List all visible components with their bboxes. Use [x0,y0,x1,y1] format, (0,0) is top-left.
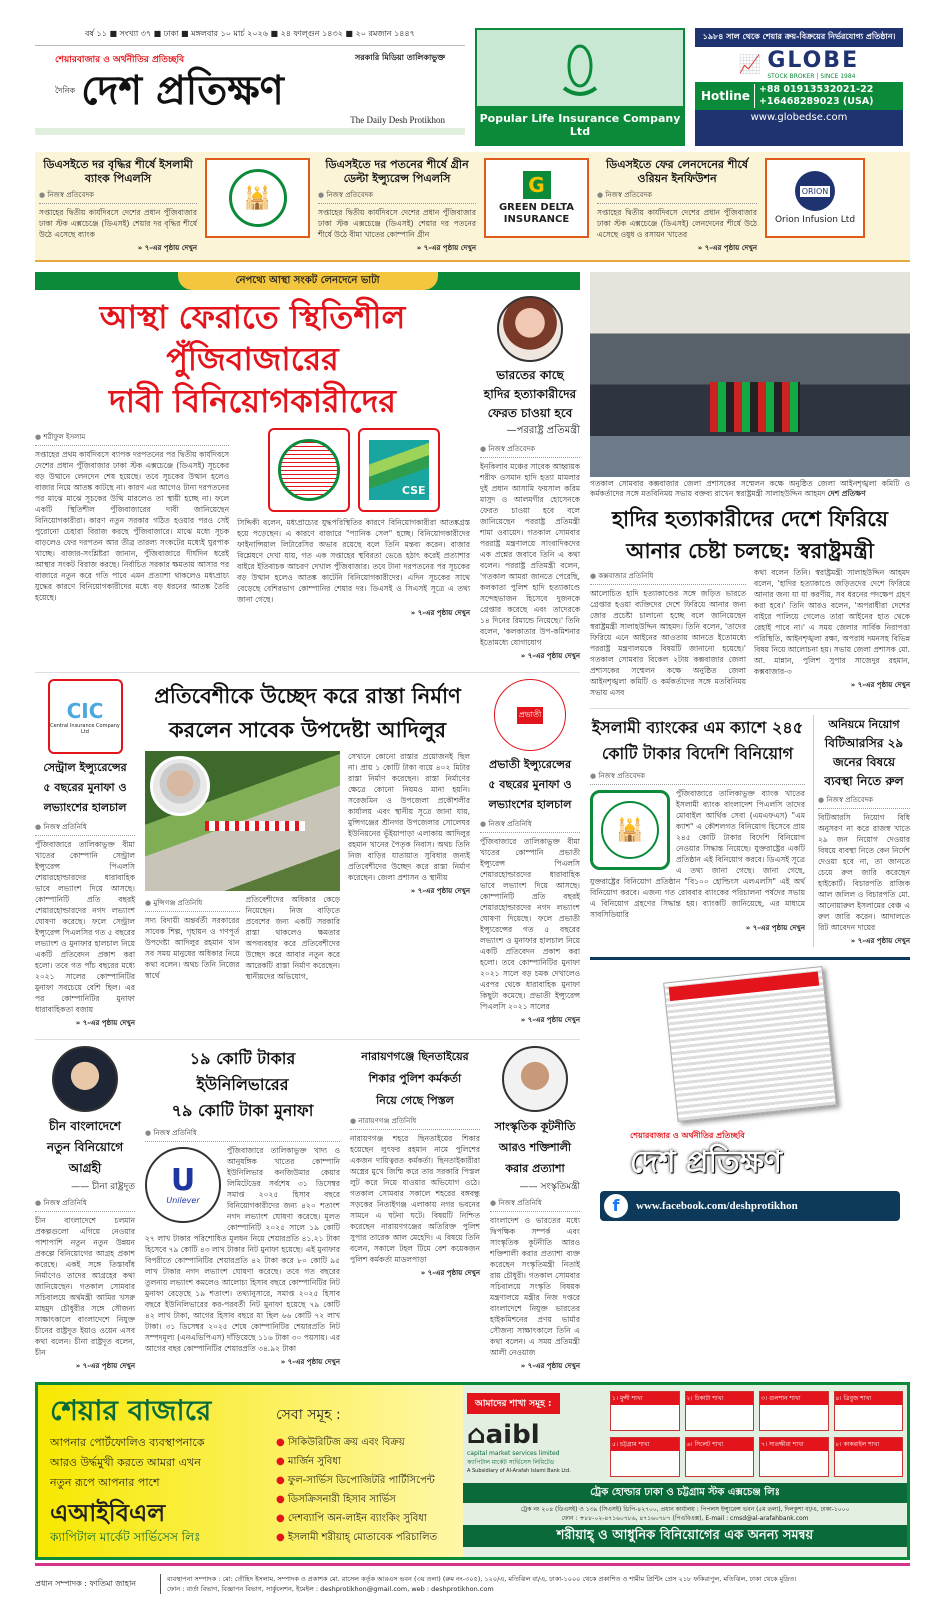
china-story[interactable] [35,1046,135,1372]
right-column [590,272,910,1231]
globe-tagline: ১৯৮৪ সাল থেকে শেয়ার ক্রয়-বিক্রয়ের নির্ভরযোগ্য প্রতিষ্ঠান। [702,32,896,41]
trec-banner: ট্রেক হোল্ডার ঢাকা ও চট্টগ্রাম স্টক এক্সচেঞ্জ লিঃ [463,1483,907,1503]
hotline-phone-2: +16468289023 (USA) [758,96,874,107]
continued-link[interactable]: » ৭-এর পৃষ্ঠায় দেখুন [597,242,757,254]
byline: ● নিজস্ব প্রতিবেদক [318,189,476,204]
india-story[interactable] [480,296,580,662]
byline: ● মুন্সিগঞ্জ প্রতিনিধি [145,897,240,912]
headline: করলেন সাবেক উপদেষ্টা আদিলুর [168,718,447,742]
globe-sub: STOCK BROKER | SINCE 1984 [767,73,856,80]
headline: ৭৯ কোটি টাকা মুনাফা [171,1101,314,1120]
lead-headline-line2: দাবী বিনিয়োগকারীদের [108,382,397,420]
continued-link[interactable]: » ৭-এর পৃষ্ঠায় দেখুন [490,1360,580,1372]
headline: ইসলামী ব্যাংকের এম ক্যাশে ২৪৫ [591,718,804,737]
service-item: ডিসক্রিসনারী হিসাব সার্ভিস [287,1494,396,1505]
headline: শিকার পুলিশ কর্মকর্তা [368,1072,462,1085]
ad-title: শেয়ার বাজারে [50,1394,212,1427]
headline: আরও শক্তিশালী [498,1141,572,1154]
ambassador-photo [52,1046,118,1112]
hotline-phone-1: +88 01913532021-22 [758,84,874,95]
islami-bank-logo [205,158,310,238]
headline: নিয়ে গেছে পিস্তল [376,1094,454,1107]
story-body: আলোচিত হাদি হত্যাকাণ্ডের সঙ্গে জড়িত ভারতে গ্রেপ্তার হওয়া ব্যক্তিদের দেশে ফিরিয়ে আনার জন্য জোর প্রচেষ্টা চালানো হচ্ছে বলে জানিয়েছেন স্বরাষ্ট্রমন্ত্রী সালাহউদ্দিন আহমদ। তিনি বলেন, 'তাদের ফিরিয়ে এনে আইনের আওতায় আনতে ইতোমধ্যে পররাষ্ট্র মন্ত্রণালয়কে বিষয়টি জানানো হয়েছে।' গতকাল সোমবার বিকেল ২টায় কক্সবাজার জেলা প্রশাসকের সম্মেলন কক্ষে অনুষ্ঠিত জেলা আইনশৃঙ্খলা কমিটি ও কর্মকর্তাদের সঙ্গে মতবিনিময় সভায় এসব [590,589,746,697]
newspaper-stack-image [663,966,837,1122]
globe-website[interactable]: www.globedse.com [750,112,848,123]
byline: ● নিজস্ব প্রতিবেদক [39,189,197,204]
lead-body: সিদ্দিকী বলেন, মধ্যপ্রাচ্যের যুদ্ধপরিস্থিতির কারণে বিনিয়োগকারীরা আতঙ্কগ্রস্ত হয়ে পড়েছেন। এ কারণে বাজারে "প্যানিক সেল" হচ্ছে। বিনিয়োগকারীদের ফাইনান্সিয়াল লিটারেসির অভাব রয়েছে বলে তিনি মন্তব্য করেন। বাজার বিশ্লেষণে দেখা যায়, গত এক সপ্তাহের স্থবিরতা ভেঙে হঠাৎ করেই প্রত্যাশার বাইরে ইতিবাচক আচরণ দেখাল পুঁজিবাজার। তবে টানা দরপতনের পর সূচকের বড় উত্থান হলেও আতঙ্ক কাটেনি বিনিয়োগকারীদের। এদিন সূচকের সাথে বেড়েছে বেশিরভাগ কোম্পানির শেয়ার দর। ডিএসই ও সিএসই সূত্রে এ তথ্য জানা গেছে। [237,518,470,604]
bullet-icon: ● [276,1532,288,1543]
aibl-logo [467,1420,602,1474]
story-body: চীন বাংলাদেশে চলমান প্রকল্পগুলো এগিয়ে নেওয়ার পাশাপাশি নতুন নতুন উন্নয়ন প্রকল্পে বিনিয়োগের আগ্রহ প্রকাশ করেছে। একই সঙ্গে তিস্তাবাঁধ নির্মাণেও তাদের আগ্রহের কথা জানিয়েছেন। গতকাল সোমবার সচিবালয়ে অর্থমন্ত্রী আমির খসরু মাহমুদ চৌধুরীর সঙ্গে সৌজন্য সাক্ষাৎকালে বাংলাদেশে নিযুক্ত চীনের রাষ্ট্রদূত ইয়াও ওয়েন এসব কথা বলেন। চীনা রাষ্ট্রদূত বলেন, চীন [35,1216,135,1357]
left-column [35,272,580,1372]
attribution: —— চীনা রাষ্ট্রদূত [71,1182,135,1192]
aibl-note: A Subsidiary of Al-Arafah Islami Bank Ltd. [467,1468,571,1474]
unilever-name: Unilever [166,1195,200,1205]
headline: আগ্রহী [68,1161,102,1175]
branch-name: ৩। গুলশান শাখা [760,1392,828,1405]
ticker-story[interactable] [597,158,757,254]
photo-caption [590,479,910,499]
road-section [35,672,580,1029]
headline: প্রভাতী ইন্স্যুরেন্সের [489,758,571,771]
home-story[interactable] [590,503,910,567]
facebook-icon: f [604,1194,628,1218]
continued-link[interactable]: » ৭-এর পৃষ্ঠায় দেখুন [145,1356,340,1368]
provati-insurance-logo [494,679,566,751]
ad-address: ট্রেক নং ২০৪ (ডিএসই) ও ১৩৯ (সিএসই) ডিপি-৪২৭০০, প্রধান কার্যালয় : পিপলস ইন্স্যুরেন্স ভবন (৫ম তলা), দিলকুশা বা/এ, ঢাকা-১০০০ [520,1506,850,1513]
footer [35,1574,910,1594]
branch-name: ৮। কাকরাইল শাখা [835,1438,903,1451]
press-photo [590,272,910,477]
caption-text: গতকাল সোমবার কক্সবাজার জেলা প্রশাসকের সম্মেলন কক্ষে অনুষ্ঠিত জেলা আইনশৃঙ্খলা কমিটি ও কর্মকর্তাদের সঙ্গে মতবিনিময় সভায় বক্তব্য রাখেন স্বরাষ্ট্রমন্ত্রী সালাহউদ্দিন আহমদ [590,479,910,498]
facebook-url: www.facebook.com/deshprotikhon [636,1200,798,1212]
byline: ● নারায়ণগঞ্জ প্রতিনিধি [350,1115,480,1130]
chief-editor: প্রধান সম্পাদক : ফাতিমা জাহান [35,1578,137,1588]
branches-label: আমাদের শাখা সমূহ : [467,1393,560,1414]
aibl-wordmark: aibl [485,1420,540,1450]
ad-line: আরও উর্দ্ধমুখী করতে আমরা এখন [50,1456,201,1469]
unilever-logo [145,1147,221,1223]
byline: ● নিজস্ব প্রতিবেদক [818,794,910,809]
unilever-u-icon: U [170,1162,196,1198]
bottom-stories [35,1039,580,1372]
cic-mark: CIC [66,698,104,723]
globe-ad[interactable] [695,28,903,146]
headline: হাদির হত্যাকারীদের [483,387,577,401]
orion-logo [765,158,865,238]
branch-name: ২। ঢিকাটা শাখা [686,1392,754,1405]
story-body: প্রতিবেশীদের অধিকার কেড়ে নিয়েছেন। নিজ বাড়িতে প্রবেশের জন্য একটি সরকারি রাস্তা থাকলেও ক্ষমতার অপব্যবহার করে প্রতিবেশীদের উচ্ছেদ করে আবার নতুন করে আরেকটি রাস্তা নির্মাণ করেছেন। স্থানীয়দের অভিযোগ, [245,895,340,981]
btrc-story[interactable] [813,715,910,947]
ibbl-logo [590,790,670,870]
imprint-contact: ফোন : বার্তা বিভাগ, বিজ্ঞাপন বিভাগ, সার্কুলেশন, ইমেইল : deshprotikhon@gmail.com, web : deshprotikhon.com [167,1585,494,1593]
aibl-sub-bn: ক্যাপিটাল মার্কেট সার্ভিসেস লিমিটেড [467,1459,555,1466]
story-body: কথা বলেন তিনি। স্বরাষ্ট্রমন্ত্রী সালাহউদ্দিন আহমদ বলেন, 'হাদির হত্যাকাণ্ডে জড়িতদের দেশে ফিরিয়ে আনার জন্য যা যা করণীয়, সব ধরনের পদক্ষেপ গ্রহণ করা হবে।' তিনি আরও বলেন, 'অপরাধীরা দেশের বাইরে পালিয়ে গেলেও তারা আইনের হাত থেকে রেহাই পাবে না।' এ সময় জেলার সার্বিক নিরাপত্তা পরিস্থিতি, আইনশৃঙ্খলা রক্ষা, অপরাধ দমনসহ বিভিন্ন বিষয় নিয়ে আলোচনা হয়। সভায় জেলা প্রশাসক মো. আ. মান্নান, পুলিশ সুপার সাজেদুর রহমান, কক্সবাজার-৩ [754,568,910,676]
photo-credit: দেশ প্রতিক্ষণ [827,489,866,498]
ticker-title: ডিএসইতে দর পতনের শীর্ষে গ্রীন ডেল্টা ইন্স্যুরেন্স পিএলসি [325,158,469,185]
ad-contact: ফোন : +৮৮-০২-৪৭১৬০৭৮৬, ৪৭১৬০৭৮৭ (পিএবিএক্স), E-mail : cmsd@al-arafahbank.com [561,1515,809,1522]
ad-brand-sub: ক্যাপিটাল মার্কেট সার্ভিসেস লিঃ [50,1530,201,1544]
headline: ভারতের কাছে [496,368,564,382]
bullet-icon: ● [276,1437,288,1448]
home-col-2 [754,567,910,691]
mosque-icon: 🕌 [601,801,659,859]
story-body: সদ্য বিদায়ী অন্তর্বর্তী সরকারের সাবেক শিল্প, গৃহায়ন ও গণপূর্ত উপদেষ্টা আদিলুর রহমান খান সব সময় মানুষের অধিকার নিয়ে কথা বলেন। অথচ তিনি নিজের স্বার্থে [145,916,240,980]
ad-line: নতুন রূপে আপনার পাশে [50,1476,160,1489]
masthead-govt: সরকারি মিডিয়া তালিকাভুক্ত [354,53,445,62]
dse-emblem-icon [278,439,340,501]
branch-grid [610,1391,903,1477]
masthead-english: The Daily Desh Protikhon [350,115,445,125]
attribution: —— সংস্কৃতিমন্ত্রী [519,1182,580,1192]
culture-minister-photo [502,1046,568,1112]
ad-slogan: শরীয়াহ্ ও আধুনিক বিনিয়োগের এক অনন্য সমন্বয় [463,1525,907,1547]
lead-column-2 [237,428,470,619]
road-col-3 [348,751,470,897]
globe-chart-icon: 📈 [738,54,762,75]
continued-link[interactable]: » ৭-এর পৃষ্ঠায় দেখুন [590,922,805,934]
culture-story[interactable] [490,1046,580,1372]
headline: ১৯ কোটি টাকার ইউনিলিভারের [189,1049,296,1094]
masthead-rule [35,128,465,135]
byline: ● নিজস্ব প্রতিনিধি [145,1127,340,1142]
orion-name: Orion Infusion Ltd [774,215,856,225]
byline: ● শরীফুল ইসলাম [35,431,229,446]
unilever-story[interactable] [145,1046,340,1368]
bullet-icon: ● [276,1494,288,1505]
byline: ● নিজস্ব প্রতিবেদক [597,189,757,204]
masthead-tagline: শেয়ারবাজার ও অর্থনীতির প্রতিচ্ছবি [55,55,185,65]
headline: করার প্রত্যাশা [505,1162,565,1175]
popular-life-ad[interactable] [475,28,685,146]
lead-story[interactable] [35,296,470,619]
continued-link[interactable]: » ৭-এর পৃষ্ঠায় দেখুন [237,607,470,619]
byline: ● নিজস্ব প্রতিনিধি [490,1197,580,1212]
continued-link[interactable]: » ৭-এর পৃষ্ঠায় দেখুন [754,679,910,691]
provati-mark: প্রভাতী [517,707,544,724]
bullet-icon: ● [276,1513,288,1524]
provati-story[interactable] [480,679,580,1026]
ticker-title: ডিএসইতে দর বৃদ্ধির শীর্ষে ইসলামী ব্যাংক পিএলসি [43,158,193,185]
services-list [276,1433,451,1547]
continued-link[interactable]: » ৭-এর পৃষ্ঠায় দেখুন [318,242,476,254]
continued-link[interactable]: » ৭-এর পৃষ্ঠায় দেখুন [348,885,470,897]
cse-mark: CSE [369,440,429,500]
continued-link[interactable]: » ৭-এর পৃষ্ঠায় দেখুন [35,1017,135,1029]
aibl-sub: capital market services limited [467,1450,560,1457]
headline: অনিয়মে নিয়োগ [828,718,900,731]
byline: ● নিজস্ব প্রতিনিধি [35,821,135,836]
aibl-arch-icon: ⌂ [467,1420,486,1450]
bullet-icon: ● [276,1475,288,1486]
promo-tagline: শেয়ারবাজার ও অর্থনীতির প্রতিচ্ছবি [630,1131,745,1140]
branch-name: ৫। চট্টগ্রাম শাখা [611,1438,679,1451]
masthead-title: দেশ প্রতিক্ষণ [81,68,284,114]
continued-link[interactable]: » ৭-এর পৃষ্ঠায় দেখুন [350,1267,480,1279]
popular-life-name: Popular Life Insurance Company Ltd [477,106,683,144]
story-body: পুঁজিবাজারে তালিকাভুক্ত খাদ্য ও আনুষঙ্গিক খাতের কোম্পানি ইউনিলিভার কনজিউমার কেয়ার লিমিটেডের সর্বশেষ ৩১ ডিসেম্বর সমাপ্ত ২০২৫ হিসাব বছরে বিনিয়োগকারীদের জন্য ৪২০ শতাংশ নগদ লভ্যাংশ ঘোষণা করেছে। মূলত কোম্পানিটি ২০২৫ সালে ১৯ কোটি ২৭ লাখ টাকার পরিশোধিত মূলধন নিয়ে শেয়ারপ্রতি ৪১.২১ টাকা হিসেবে ৭৯ কোটি ৪৩ লাখ টাকার নিট মুনাফা হয়েছে। এই মুনাফার বিপরীতে কোম্পানিটির শেয়ারপ্রতি ৪২ টাকা করে ৮০ কোটি ৯৫ লাখ টাকার নগদ লভ্যাংশ ঘোষণা করেছে। তবে গত বছরের তুলনায় লভ্যাংশ কমলেও আলোচ্য হিসাব বছরে কোম্পানিটির নিট মুনাফা বেড়েছে ১৯ শতাংশ। তথ্যানুসারে, সমাপ্ত ২০২৫ হিসাব বছরে ইউনিলিভারের কর-পরবর্তী নিট মুনাফা হয়েছে ৭৯ কোটি ৪২ লাখ টাকা, আগের হিসাব বছরে যা ছিল ৬৬ কোটি ৭২ লাখ টাকা। ৩১ ডিসেম্বর ২০২৫ শেষে কোম্পানিটির শেয়ারপ্রতি নিট সম্পদমূল্য (এনএভিপিএস) দাঁড়িয়েছে ১১৬ টাকা ৩০ পয়সায়। এর আগের বছর কোম্পানিটির শেয়ারপ্রতি ৩৪.৯২ টাকা [145,1146,340,1353]
green-delta-g-icon: G [523,171,551,199]
kicker-bar [35,272,580,290]
continued-link[interactable]: » ৭-এর পৃষ্ঠায় দেখুন [480,1014,580,1026]
byline: ● নিজস্ব প্রতিনিধি [480,818,580,833]
masthead-row [35,28,910,146]
story-body: নারায়ণগঞ্জ শহরে ছিনতাইয়ের শিকার হয়েছেন লুৎফর রহমান নামে পুলিশের একজন দায়িত্বরত কর্মকর্তা। ছিনতাইকারীরা অস্ত্রের মুখে জিম্মি করে তার সরকারি পিস্তল লুট করে নিয়ে যাওয়ার অভিযোগ ওঠে। গতকাল সোমবার সকালে শহরের বঙ্গবন্ধু সড়কের নিতাইগঞ্জ এলাকায় নগর ভবনের সামনে এ ঘটনা ঘটে। বিষয়টি নিশ্চিত করেছেন নারায়ণগঞ্জের অতিরিক্ত পুলিশ সুপার তারেক আল মেহেদি। এ বিষয়ে তিনি বলেন, সকালে টহল টিমে বেশ কয়েকজন পুলিশ কর্মকর্তা মাডলপাড়া [350,1134,480,1264]
byline: ● নিজস্ব প্রতিবেদক [590,770,805,785]
footer-rule [35,1563,910,1566]
central-story[interactable] [35,679,135,1029]
headline: হাদির হত্যাকারীদের দেশে ফিরিয়ে [611,507,889,531]
headline: প্রতিবেশীকে উচ্ছেদ করে রাস্তা নির্মাণ [154,684,461,708]
masthead[interactable] [35,28,465,146]
mosque-icon: 🕌 [229,169,287,227]
branch-name: ৪। ত্রিবুজ শাখা [835,1392,903,1405]
headline: ফেরত চাওয়া হবে [487,406,573,420]
headline: ব্যবস্থা নিতে রুল [824,774,904,788]
masthead-prefix: দৈনিক [55,85,76,95]
epaper-promo[interactable] [590,957,910,1231]
headline: বিটিআরসির ২৯ [824,736,904,750]
minister-photo [497,296,563,362]
byline: ● নিজস্ব প্রতিনিধি [35,1197,135,1212]
branch-name: ৭। সাতক্ষীরা শাখা [760,1438,828,1451]
continued-link[interactable]: » ৭-এর পৃষ্ঠায় দেখুন [39,242,197,254]
lead-kicker: নেপথ্যে আস্থা সংকট লেনদেনে ভাটা [178,272,438,290]
headline: ৫ বছরের মুনাফা ও [488,778,572,791]
headline: চীন বাংলাদেশে [48,1119,122,1133]
orion-mark: ORION [801,186,829,196]
continued-link[interactable]: » ৭-এর পৃষ্ঠায় দেখুন [818,935,910,947]
microphones [710,382,800,432]
facebook-link[interactable] [600,1191,900,1221]
story-body: পুঁজিবাজারে তালিকাভুক্ত ব্যাংক খাতের ইসলামী ব্যাংক বাংলাদেশ পিএলসি তাদের মোবাইল আর্থিক সেবা (এমএফএস) "এম ক্যাশ" এ কৌশলগত বিনিয়োগ হিসেবে প্রায় ২৪৫ কোটি টাকার বিদেশি বিনিয়োগ নেওয়ার সিদ্ধান্ত নিয়েছে। যুক্তরাষ্ট্রের একটি প্রতিষ্ঠান এই বিনিয়োগ করবে। ডিএসই সূত্রে এ তথ্য জানা গেছে। জানা গেছে, যুক্তরাষ্ট্রের বিনিয়োগ প্রতিষ্ঠান "বি১০০ হোল্ডিংস এলএলসি" এই অর্থ বিনিয়োগ করবে। এজন্য গত রোববার ব্যাংকের পরিচালনা পর্ষদের সভায় এ বিনিয়োগ গ্রহণের সিদ্ধান্ত হয়। ব্যাংকটি জানিয়েছে, এর মাধ্যমে সাবসিডিয়ারি [590,789,805,919]
globe-name: GLOBE [767,48,860,73]
lead-headline [35,296,470,422]
service-item: সিকিউরিটিজ ক্রয় এবং বিক্রয় [287,1437,405,1448]
ticker-story[interactable] [318,158,476,254]
story-body: বাংলাদেশ ও ভারতের মধ্যে দ্বিপক্ষিক সম্পর্ক এবং সাংস্কৃতিক কূটনীতি আরও শক্তিশালী করার প্রত্যাশা ব্যক্ত করেছেন সংস্কৃতিমন্ত্রী নিতাই রায় চৌধুরী। গতকাল সোমবার সচিবালয়ে সংস্কৃতি বিষয়ক মন্ত্রণালয়ে মন্ত্রীর নিজ দপ্তরে বাংলাদেশে নিযুক্ত ভারতের হাইকমিশনের প্রণয় ভার্মার সৌজন্য সাক্ষাৎকালে তিনি এ কথা বলেন। এ সময় প্রতিমন্ত্রী আলী নেওয়াজ [490,1216,580,1357]
branch-name: ৬। সিলেট শাখা [686,1438,754,1451]
byline: ● নিজস্ব প্রতিবেদক [480,443,580,458]
headline: লভ্যাংশের হালচাল [488,798,572,811]
ibbl-story[interactable] [590,715,805,934]
lead-column-1 [35,428,229,603]
adviser-photo [150,756,210,816]
bullet-icon: ● [276,1456,288,1467]
story-body: বিটিআরসি নিয়োগ বিধি অনুসরণ না করে রাজস্ব খাতে ২৯ জন নিয়োগ দেওয়ার বিষয়ে ব্যবস্থা নিতে কেন নির্দেশ দেওয়া হবে না, তা জানতে চেয়ে রুল জারি করেছেন হাইকোর্ট। বিচারপতি রাজিক আল জলিল ও বিচারপতি মো. আনোয়ারুল ইসলামের বেঞ্চ এ রুল জারি করেন। আদালতে রিট আবেদন দায়ের [818,813,910,932]
imprint [160,1574,910,1594]
ticker-body: সপ্তাহের দ্বিতীয় কার্যদিবসে দেশের প্রধান পুঁজিবাজার ঢাকা স্টক এক্সচেঞ্জে (ডিএসই) লেনদেনের শীর্ষে উঠে এসেছে ওষুধ ও রসায়ন খাতের [597,208,757,239]
road-bollards [205,821,305,831]
cic-name: Central Insurance Company Ltd [50,722,120,735]
green-delta-logo [484,158,589,238]
headline: লভ্যাংশের হালচাল [43,801,127,814]
service-item: দেশব্যাপি অন-লাইন ব্যাংকিং সুবিধা [287,1513,427,1524]
headline: ৫ বছরের মুনাফা ও [43,781,127,794]
ticker-title: ডিএসইতে ফের লেনদেনের শীর্ষে ওরিয়ন ইনফিউশন [606,158,748,185]
dse-logo [268,428,350,512]
service-item: ইসলামী শরীয়াহ্ মোতাবেক পরিচালিত [287,1532,438,1543]
headline: নতুন বিনিয়োগে [46,1140,124,1154]
headline: আনার চেষ্টা চলছে: স্বরাষ্ট্রমন্ত্রী [626,539,874,563]
ticker-body: সপ্তাহের দ্বিতীয় কার্যদিবসে দেশের প্রধান পুঁজিবাজার ঢাকা স্টক এক্সচেঞ্জে (ডিএসই) শেয়ার দর পতনের শীর্ষে উঠে বীমা খাতের কোম্পানি গ্রীন [318,208,476,239]
hotline-label: Hotline [701,89,750,103]
home-col-1 [590,567,746,698]
dateline: বর্ষ ১১ ■ সংখ্যা ৩৭ ■ ঢাকা ■ মঙ্গলবার ১০ মার্চ ২০২৬ ■ ২৪ ফাল্গুন ১৪৩২ ■ ২০ রমজান ১৪৪৭ [35,28,465,46]
aibl-ad[interactable] [35,1382,910,1560]
headline: সাংস্কৃতিক কূটনীতি [494,1120,576,1133]
main-area [35,272,910,1372]
lead-body: সপ্তাহের প্রথম কার্যদিবসে ব্যাপক দরপতনের পর দ্বিতীয় কার্যদিবসে দেশের প্রধান পুঁজিবাজার ঢাকা স্টক এক্সচেঞ্জে (ডিএসই) সূচকের বড় উত্থানে লেনদেন শেষ হয়েছে। তবে সূচকের উত্থান হলেও বাজার নিয়ে আতঙ্ক কাটছে না। কারণ এর আগেও টানা দরপতনের পর মাঝে মাঝে সূচকের উত্থি মারলেও তা স্থায়ী হচ্ছে না। ফলে একটি স্থিতিশীল পুঁজিবাজারের দাবী জানিয়েছেন বিনিয়োগকারীরা। কারণ নতুন সরকার গঠিত হওয়ার পরও সেই পুরোনো চেহারা বিরাজ করছে পুঁজিবাজারে। মাঝে মধ্যে সূচক বাড়লেও ফের দরপতন আর তীব্র তারল্য সংকটের মধ্যেই ঘুরপাক খাচ্ছে। বাজার-সংশ্লিষ্টরা জানান, পুঁজিবাজারে দীর্ঘদিন ধরেই আস্থার সংকট বিরাজ করছে। নির্বাচিত সরকার ক্ষমতায় আসার পর বাজারে নতুন করে গতি পাবে এমন প্রত্যাশা থাকলেও মধ্যপ্রাচ্য যুদ্ধের কারণে বিনিয়োগকারীদের মধ্যে বড় ধরনের আতঙ্ক তৈরি হয়েছে। [35,450,230,602]
lead-headline-line1: আস্থা ফেরাতে স্থিতিশীল পুঁজিবাজারের [99,298,406,378]
headline: জনের বিষয়ে [832,755,896,769]
lead-row [35,296,580,662]
story-body: পুঁজিবাজারে তালিকাভুক্ত বীমা খাতের কোম্পানি প্রভাতী ইন্স্যুরেন্স পিএলসি শেয়ারহোল্ডারদের ধারাবাহিক ভাবে লভ্যাংশ দিয়ে আসছে। কোম্পানিটি প্রতি বছরই শেয়ারহোল্ডারদের নগদ লভ্যাংশ ঘোষণা দিয়েছে। ফলে প্রভাতী ইন্স্যুরেন্সের গত ৫ বছরের লভ্যাংশ ও মুনাফার হালচাল নিয়ে একটি প্রতিবেদন প্রকাশ করা হলো। তবে কোম্পানিটির মুনাফা ২০২১ সালে বড় চমক দেখালেও এরপর থেকে ধারাবাহিক মুনাফা কিছুটা কমেছে। প্রভাতী ইন্স্যুরেন্স পিএলসি ২০২১ সালের [480,837,580,1011]
promo-title: দেশ প্রতিক্ষণ [630,1145,783,1180]
central-insurance-logo [48,679,123,754]
narayanganj-story[interactable] [350,1046,480,1279]
ad-brand: এআইবিএল [50,1499,166,1527]
plic-logo-icon [560,38,600,98]
service-item: মার্জিন সুবিধা [287,1456,341,1467]
ticker-body: সপ্তাহের দ্বিতীয় কার্যদিবসে দেশের প্রধান পুঁজিবাজার ঢাকা স্টক এক্সচেঞ্জে (ডিএসই) শেয়ার দর বৃদ্ধির শীর্ষে উঠে এসেছে ব্যাংক [39,208,197,239]
ad-line: আপনার পোর্টফোলিও ব্যবস্থাপনাকে [50,1436,205,1449]
services-title: সেবা সমূহ : [276,1407,341,1423]
story-body: ইনকিলাব মঞ্চের সাবেক আহ্বায়ক শরীফ ওসমান হাদি হত্যা মামলার দুই প্রধান আসামি ফয়সাল করিম মাসুদ ও আলমগীর হোসেনকে ফেরত চাওয়া হবে বলে জানিয়েছেন পররাষ্ট্র প্রতিমন্ত্রী শামা ওবায়েদ। গতকাল সোমবার পররাষ্ট্র মন্ত্রণালয়ে সাংবাদিকদের এক প্রশ্নের জবাবে তিনি এ কথা বলেন। পররাষ্ট্র প্রতিমন্ত্রী বলেন, 'গতকাল আমরা জানতে পেরেছি, কলকাতা পুলিশ হাদি হত্যাকাণ্ডে সন্দেহভাজন হিসেবে দুজনকে গ্রেপ্তার করেছে এবং তাদেরকে ১৪ দিনের রিমান্ডে নিয়েছে।' তিনি বলেন, 'কলকাতার উপ-কমিশনার ইতোমধ্যে যোগাযোগ [480,462,580,647]
headline: নারায়ণগঞ্জে ছিনতাইয়ের [361,1050,469,1063]
attribution: —পররাষ্ট্র প্রতিমন্ত্রী [506,425,580,436]
road-photo [145,751,340,891]
headline: সেন্ট্রাল ইন্স্যুরেন্সের [43,761,127,774]
story-body: সেখানে কোনো রাস্তার প্রয়োজনই ছিল না। প্রায় ১ কোটি টাকা ব্যয়ে ৪০২ মিটার রাস্তা নির্মাণ করেছেন। রাস্তা নির্মাণের ক্ষেত্রে কোনো নিয়মও মানা হয়নি। সরেজমিন ও উপজেলা প্রকৌশলীর কার্যালয় এবং স্থানীয় সূত্রে জানা যায়, মুন্সিগঞ্জের শ্রীনগর উপজেলার সোলেঘর ইউনিয়নের ভূঁইয়াপাড়া এলাকায় আদিলুর রহমান খানের পৈতৃক নিবাস। অথচ তিনি নিজ বাড়ির যাতায়াত সুবিধার জন্যই প্রতিবেশীদের উচ্ছেদ করে রাস্তা নির্মাণ করেছেন। জেলা প্রশাসন ও স্থানীয় [348,752,470,882]
imprint-line: ব্যবস্থাপনা সম্পাদক : মো: তৌহিদ ইসলাম, সম্পাদক ও প্রকাশক মো. রাসেল কর্তৃক আরএস ভবন (৩য় তলা) (রুম নং-৩০৫), ১২০/এ, মতিঝিল বা/এ, ঢাকা-১০০০ থেকে প্রকাশিত ও শামীম প্রিন্টিং প্রেস ২১৮ ফকিরাপুল, মতিঝিল, ঢাকা থেকে মুদ্রিত। [167,1575,797,1583]
service-item: ফুল-সার্ভিস ডিপোজিটরি পার্টিসিপেন্ট [287,1475,435,1486]
ticker-story[interactable] [39,158,197,254]
road-col-1 [145,894,240,981]
branch-name: ১। মুন্সী শাখা [611,1392,679,1405]
byline: ● কক্সবাজার প্রতিনিধি [590,570,746,585]
cse-logo [358,428,440,512]
continued-link[interactable]: » ৭-এর পৃষ্ঠায় দেখুন [480,650,580,662]
road-story[interactable] [145,679,470,982]
green-delta-name: GREEN DELTA INSURANCE [498,201,575,225]
story-body: পুঁজিবাজারে তালিকাভুক্ত বীমা খাতের কোম্পানি সেন্ট্রাল ইন্স্যুরেন্স পিএলসি শেয়ারহোল্ডারদের ধারাবাহিক ভাবে লভ্যাংশ দিয়ে আসছে। কোম্পানিটি প্রতি বছরই শেয়ারহোল্ডারদের নগদ লভ্যাংশ ঘোষণা করেছে। ফলে সেন্ট্রাল ইন্স্যুরেন্স পিএলসির গত ৫ বছরের লভ্যাংশ ও মুনাফার হালচাল নিয়ে একটি প্রতিবেদন প্রকাশ করা হলো। তবে গত পাঁচ বছরের মধ্যে ২০২১ সালের কোম্পানিটির মুনাফা সবচেয়ে বেশি ছিল। এর পর কোম্পানিটির মুনাফা ধারাবাহিকতা বজায় [35,840,135,1014]
headline: কোটি টাকার বিদেশি বিনিয়োগ [601,744,794,763]
continued-link[interactable]: » ৭-এর পৃষ্ঠায় দেখুন [35,1360,135,1372]
ticker-strip [35,152,910,262]
